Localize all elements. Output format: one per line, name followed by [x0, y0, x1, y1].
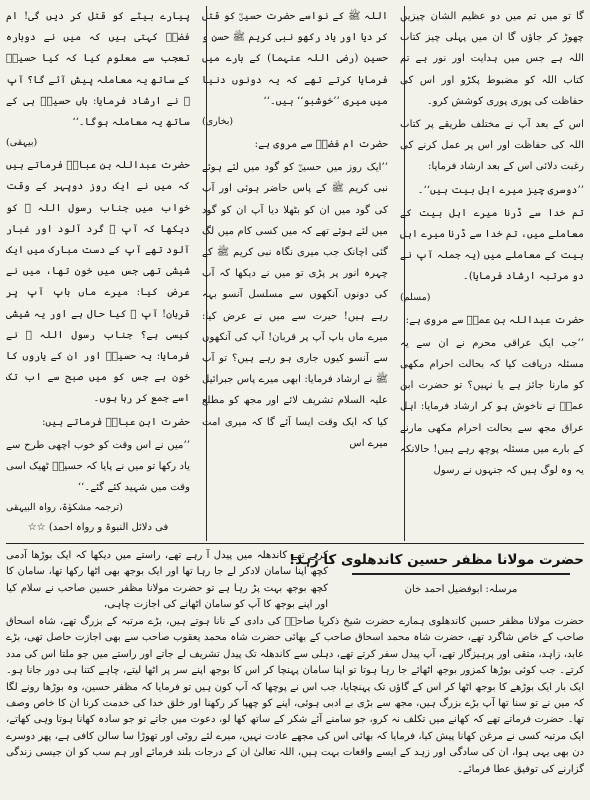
paragraph: حضرت عبداللہ بن عباسؓ فرماتے ہیں کہ میں نے ایک روز دوپہر کے وقت خواب میں جناب رسول اللہ ﷺ کو دیکھا کہ آپ ﷺ گرد آلود اور غبار آلود تھے آپ کے دست مبارک میں ایک شیشی تھی جس میں خون تھا، میں نے عرض کیا: میرے ماں باپ آپ پر قربان! آپ ﷺ کیا حال ہے اور یہ شیشی کیسی ہے؟ جناب رسول اللہ ﷺ نے فرمایا: یہ حسینؓ اور ان کے یاروں کا خون ہے جس کو میں صبح سے اب تک اسے جمع کر رہا ہوں۔ [6, 160, 190, 405]
article-body [6, 614, 584, 796]
quote: ’’میں نے اس وقت کو خوب اچھی طرح سے یاد رکھا تو میں نے پایا کہ حسینؓ ٹھیک اسی وقت میں شہید کئے گئے۔‘‘ [6, 439, 190, 494]
paragraph: پیارے بیٹے کو قتل کر دیں گی! ام فضلؓ کہتی ہیں کہ میں نے دوبارہ تعجب سے معلوم کیا کہ کیا حسینؓ کے ساتھ یہ معاملہ پیش آئے گا؟ آپ ﷺ نے ارشاد فرمایا: ہاں حسینؓ ہی کے ساتھ یہ معاملہ ہوگا۔‘‘ [6, 11, 190, 129]
column-divider [206, 6, 207, 541]
paragraph: گا تو میں تم میں دو عظیم الشان چیزیں چھوڑ کر جاؤں گا ان میں پہلی چیز کتاب اللہ ہے جس میں ہدایت اور نور ہے تم کتاب اللہ کو مضبوط پکڑو اور اس کی حفاظت کی پوری پوری کوشش کرو۔ [400, 11, 584, 107]
section-divider [6, 543, 584, 544]
source-citation: (بیہقی) [6, 137, 38, 149]
source-citation: (مسلم) [400, 291, 431, 303]
source-citation: (ترجمہ مشکوٰۃ، رواہ البیہقی [6, 502, 123, 514]
quote: ’’جب ایک عراقی محرم نے ان سے یہ مسئلہ دریافت کیا کہ بحالت احرام مکھی کو مارنا جائز ہے یا نہیں؟ تو حضرت ابن عمرؓ نے ناخوش ہو کر ارشاد فرمایا: اہل عراق مجھ سے بحالت احرام مکھی مارنے کے بارے میں مسئلہ پوچھ رہے ہیں! حالانکہ یہ وہ لوگ ہیں کہ جنہوں نے رسول [400, 337, 584, 477]
paragraph: حضرت عبداللہ بن عمرؓ سے مروی ہے: [405, 314, 584, 326]
column-right [400, 6, 584, 541]
article-body-top [6, 548, 328, 614]
column-middle [202, 6, 388, 541]
paragraph: حضرت ابن عباسؓ فرماتے ہیں: [42, 416, 190, 428]
article-columns [6, 6, 584, 541]
byline-label: مرسلہ: ابوفضیل احمد خان [404, 584, 518, 595]
source-citation: (بخاری) [202, 116, 234, 128]
headline-underline [352, 573, 570, 575]
quote: ’’دوسری چیز میرے اہل بیت ہیں‘‘۔ [417, 184, 584, 196]
column-left [6, 6, 190, 541]
column-divider [404, 6, 405, 541]
paragraph: حضرت مولانا مظفر حسین کاندھلوی ہمارے حضرت شیخ ذکریا صاحبؒ کی دادی کے نانا ہوتے ہیں، بڑے مرتبہ کے بزرگ تھے، شاہ اسحاق صاحب کے خاص شاگرد تھے، حضرت شاہ محمد اسحاق صاحب کے بھائی حضرت شاہ محمد یعقوب صاحب سے بھی اجازت حاصل تھی، بڑے عابد، زاہد، متقی اور پرہیزگار تھے، آپ پیدل سفر کرتے تھے، دہلی سے کاندھلہ تک پیدل تشریف لے جاتے اور راستے میں جو ملتا اس کی مدد کرتے۔ جب کوئی بوڑھا کمزور بوجھ اٹھائے جا رہا ہوتا تو اپنا سامان پہنچا کر اس کا بوجھ اپنے سر پر اٹھا لیتے، چاہے کتنا ہی دور جانا ہو۔ ایک بار ایک بوڑھے کا بوجھ اٹھا کر اس کے گاؤں تک پہنچایا، جب اس نے پوچھا کہ آپ کون ہیں تو فرمایا کہ مظفر حسین، وہ بوڑھا رونے لگا کہ میں نے تو سنا تھا آپ بڑے بزرگ ہیں، مجھ سے بڑی بے ادبی ہوئی، اپنے کو چھپا کر رکھنا اور خلق خدا کی خدمت کرنا ان کا خاص وصف تھا۔ حضرت فرماتے تھے کہ کھانے میں تکلف نہ کرو، جو سامنے آئے شکر کے ساتھ کھا لو، دعوت میں جاتے تو جو سادہ کھانا ہوتا وہی کھاتے، ایک مرتبہ کسی نے مرغن کھانا پیش کیا، فرمایا کہ بھائی اس کی مجھے عادت نہیں، میرے لئے روٹی اور تھوڑا سا سالن کافی ہے، پھر دوسرے دن بھی یہی ہوا، ان کی سادگی اور زہد کے ایسے واقعات بہت ہیں، اللہ تعالیٰ ان کے درجات بلند فرمائے اور ہم سب کو ان جیسی زندگی گزارنے کی توفیق عطا فرمائے۔ [6, 616, 584, 775]
paragraph: اس کے بعد آپ نے مختلف طریقے پر کتاب اللہ کی حفاظت اور اس پر عمل کرنے کی رغبت دلائی اس کے بعد ارشاد فرمایا: [400, 119, 584, 173]
paragraph: اللہ ﷺ کے نواسے حضرت حسینؓ کو قتل کر دیا اور یاد رکھو نبی کریم ﷺ حسن و حسین (رضی اللہ عنہما) کے بارے میں فرمایا کرتے تھے کہ یہ دونوں دنیا میں میری ’’خوشبو‘‘ ہیں۔‘‘ [202, 11, 388, 107]
quote: ’’ایک روز میں حسینؓ کو گود میں لئے ہوئے نبی کریم ﷺ کے پاس حاضر ہوئی اور آپ کی گود میں ان کو بٹھلا دیا آپ ان کو گود میں لئے ہوئے تھے کہ میں کسی کام میں لگ گئی اچانک جب میری نگاہ نبی کریم ﷺ کے چہرہ انور پر پڑی تو میں نے دیکھا کہ آپ کی دونوں آنکھوں سے مسلسل آنسو بہہ رہے ہیں! حیرت سے میں نے عرض کیا: میرے ماں باپ آپ پر قربان! آپ کی آنکھوں سے آنسو کیوں جاری ہو رہے ہیں؟ تو آپ ﷺ نے ارشاد فرمایا: ابھی میرے پاس جبرائیل علیہ السلام تشریف لائے اور مجھ کو مطلع کیا کہ ایک وقت ایسا آئے گا کہ میری امت میرے اس [202, 162, 388, 449]
paragraph: تم خدا سے ڈرنا میرے اہل بیت کے معاملے میں، تم خدا سے ڈرنا میرے اہل بیت کے معاملے میں (یہ جملہ آپ نے دو مرتبہ ارشاد فرمایا)۔ [400, 207, 584, 283]
end-ornament: فی دلائل النبوۃ و رواہ احمد) ☆☆ [27, 522, 169, 534]
paragraph: حضرت ام فضلؓ سے مروی ہے: [254, 139, 388, 151]
article-section [6, 548, 584, 796]
headline-box [288, 548, 584, 578]
paragraph: کرتے تھے کاندھلہ میں پیدل آ رہے تھے، راستے میں دیکھا کہ ایک بوڑھا آدمی کچھ اپنا سامان لادکر لے جا رہا تھا اور ایک بوجھ بھی اٹھا رکھا تھا، سامان کا کچھ بوجھ بہت پڑ رہا ہے تو حضرت مولانا مظفر حسین صاحب نے سلام کیا اور اپنے بوجھ کا آپ کو سامان اٹھانے کی اجازت چاہی، [6, 550, 328, 611]
byline [338, 582, 584, 597]
article-headline: حضرت مولانا مظفر حسین کاندھلوی کا زُہد! [288, 552, 584, 568]
